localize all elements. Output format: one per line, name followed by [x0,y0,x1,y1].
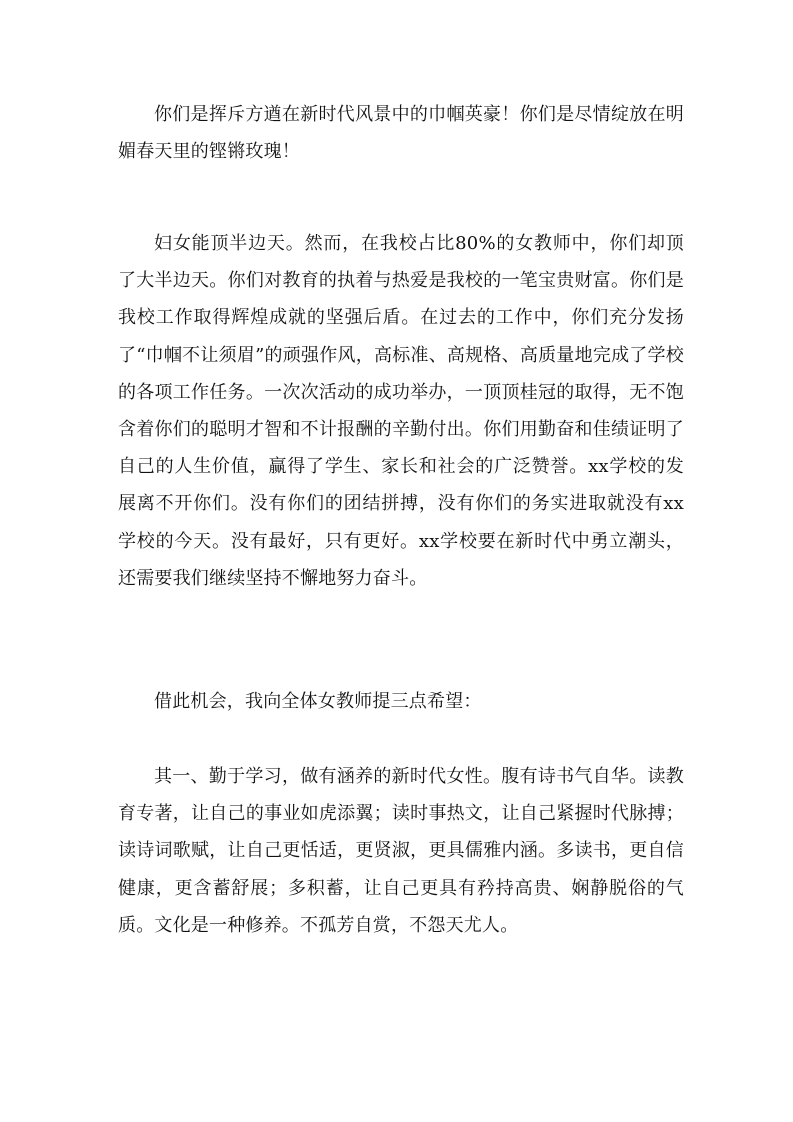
paragraph-achievements: 妇女能顶半边天。然而，在我校占比80%的女教师中，你们却顶了大半边天。你们对教育的执着与热爱是我校的一笔宝贵财富。你们是我校工作取得辉煌成就的坚强后盾。在过去的工作中，你们充分发扬了“巾帼不让须眉”的顽强作风，高标准、高规格、高质量地完成了学校的各项工作任务。一次次活动的成功举办，一顶顶桂冠的取得，无不饱含着你们的聪明才智和不计报酬的辛勤付出。你们用勤奋和佳绩证明了自己的人生价值，赢得了学生、家长和社会的广泛赞誉。xx学校的发展离不开你们。没有你们的团结拼搏，没有你们的务实进取就没有xx学校的今天。没有最好，只有更好。xx学校要在新时代中勇立潮头，还需要我们继续坚持不懈地努力奋斗。 [118,233,684,589]
paragraph-hope-one: 其一、勤于学习，做有涵养的新时代女性。腹有诗书气自华。读教育专著，让自己的事业如虎添翼；读时事热文，让自己紧握时代脉搏；读诗词歌赋，让自己更恬适，更贤淑，更具儒雅内涵。多读书，更自信健康，更含蓄舒展；多积蓄，让自己更具有矜持高贵、娴静脱俗的气质。文化是一种修养。不孤芳自赏，不怨天尤人。 [118,766,684,936]
paragraph-hopes-intro: 借此机会，我向全体女教师提三点希望： [154,691,482,712]
paragraph-greeting: 你们是挥斥方遒在新时代风景中的巾帼英豪！你们是尽情绽放在明媚春天里的铿锵玫瑰！ [118,104,684,163]
